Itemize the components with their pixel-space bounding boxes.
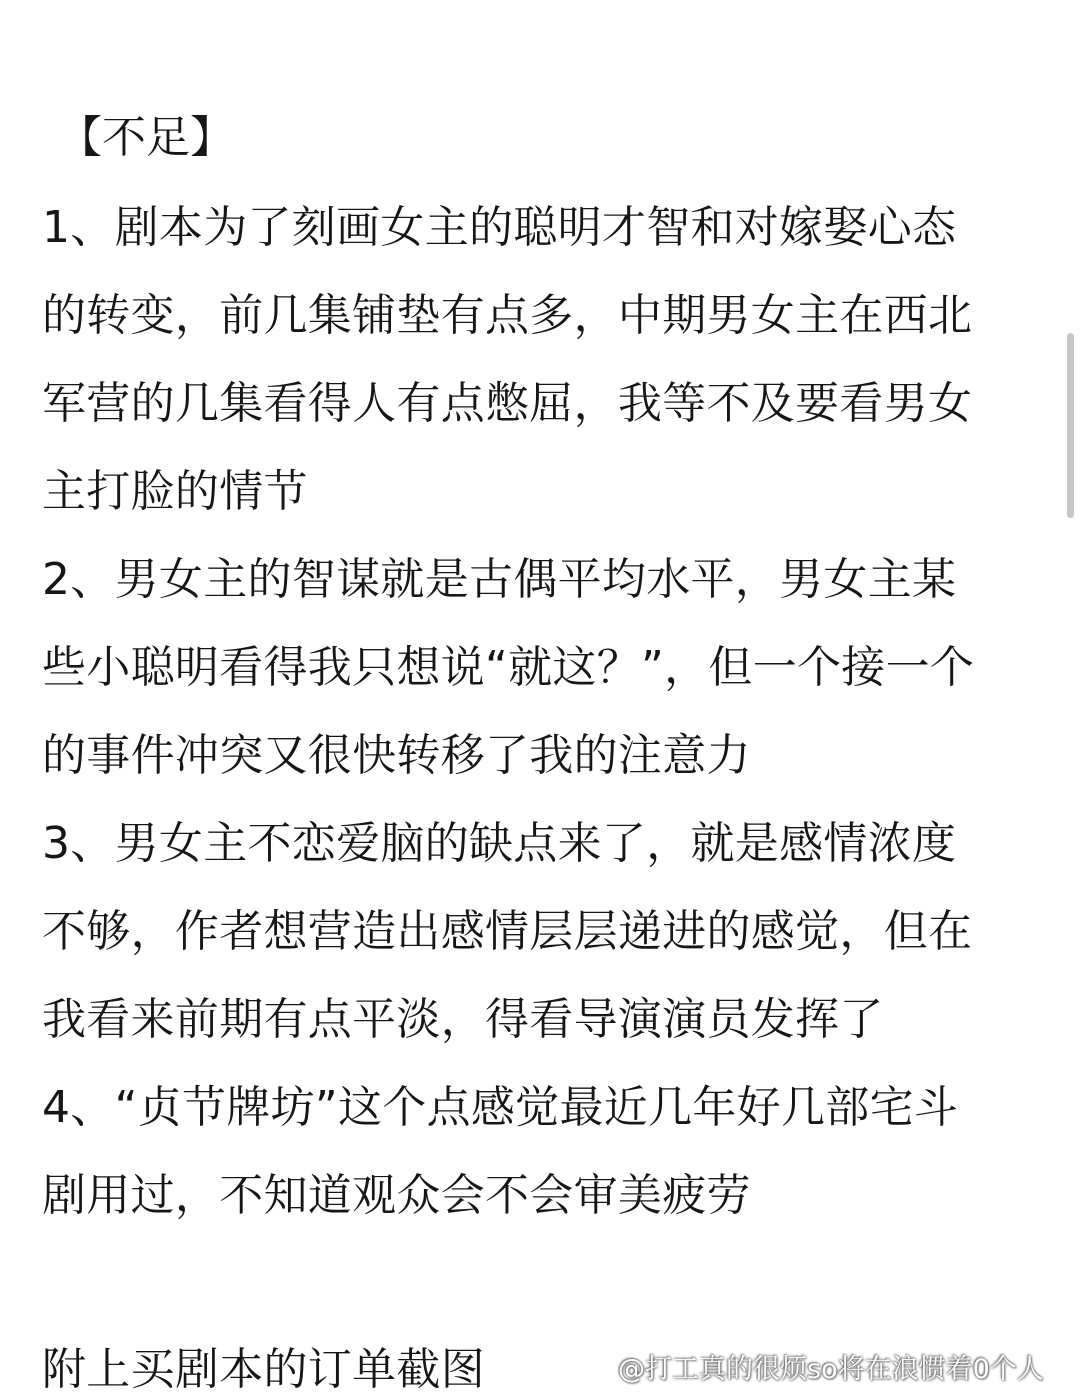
body-line: 2、男女主的智谋就是古偶平均水平，男女主某 [42,554,957,605]
footer-line: 附上买剧本的订单截图 [42,1344,485,1395]
body-line: 的转变，前几集铺垫有点多，中期男女主在西北 [42,290,973,341]
body-line: 主打脸的情节 [42,466,308,517]
body-line: 不够，作者想营造出感情层层递进的感觉，但在 [42,906,973,957]
body-line: 的事件冲突又很快转移了我的注意力 [42,730,751,781]
body-line: 3、男女主不恋爱脑的缺点来了，就是感情浓度 [42,818,957,869]
body-line: 军营的几集看得人有点憋屈，我等不及要看男女 [42,378,973,429]
body-line: 4、“贞节牌坊”这个点感觉最近几年好几部宅斗 [42,1082,959,1133]
scrollbar-thumb[interactable] [1067,333,1074,518]
body-line: 剧用过，不知道观众会不会审美疲劳 [42,1170,751,1221]
body-line: 些小聪明看得我只想说“就这？”，但一个接一个 [42,642,975,693]
watermark: @打工真的很烦so将在浪惯着0个人 [618,1354,1044,1385]
body-line: 1、剧本为了刻画女主的聪明才智和对嫁娶心态 [42,202,957,253]
body-line: 我看来前期有点平淡，得看导演演员发挥了 [42,994,884,1045]
section-heading: 【不足】 [58,112,234,163]
